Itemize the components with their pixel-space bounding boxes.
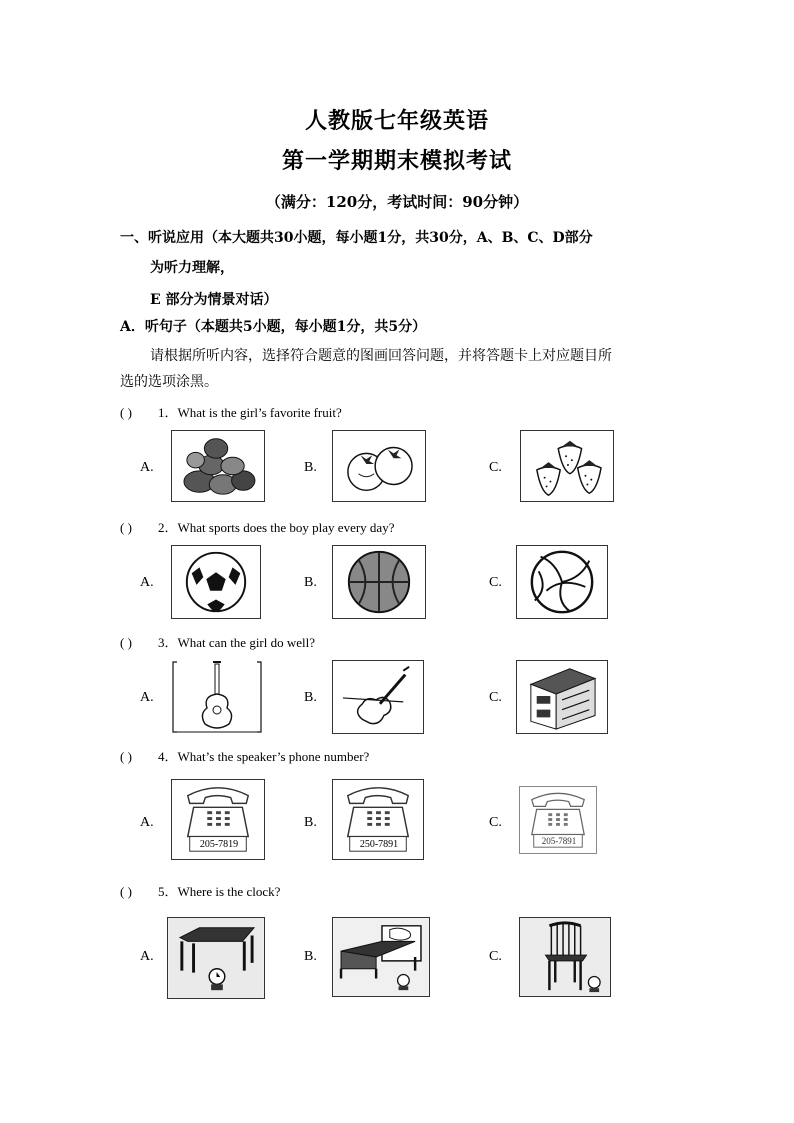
option-label: A. — [140, 815, 154, 830]
table-with-clock-image[interactable] — [167, 917, 265, 999]
answer-blank[interactable]: ( ) — [120, 405, 132, 420]
option-label: B. — [304, 690, 317, 705]
telephone-image[interactable] — [519, 786, 597, 854]
answer-blank[interactable]: ( ) — [120, 884, 132, 899]
option-label: A. — [140, 690, 154, 705]
exam-title-line1: 人教版七年级英语 — [304, 108, 489, 134]
option-label: C. — [489, 460, 502, 475]
chair-with-clock-image[interactable] — [519, 917, 611, 997]
answer-blank[interactable]: ( ) — [120, 635, 132, 650]
question-text: 5．Where is the clock? — [158, 884, 281, 899]
phone-number-label: 250-7891 — [359, 839, 399, 850]
question-text: 4．What’s the speaker’s phone number? — [158, 749, 370, 764]
option-label: A. — [140, 460, 154, 475]
tomatoes-image[interactable] — [332, 430, 426, 502]
answer-blank[interactable]: ( ) — [120, 520, 132, 535]
volleyball-image[interactable] — [516, 545, 608, 619]
option-label: C. — [489, 949, 502, 964]
section1-line1: 一、听说应用（本大题共30小题，每小题1分，共30分，A、B、C、D部分 — [120, 230, 593, 246]
bed-with-clock-image[interactable] — [332, 917, 430, 997]
section1-line2: 为听力理解， — [150, 260, 234, 276]
option-label: A. — [140, 949, 154, 964]
option-label: C. — [489, 815, 502, 830]
option-label: B. — [304, 575, 317, 590]
basketball-image[interactable] — [332, 545, 426, 619]
option-label: B. — [304, 460, 317, 475]
option-label: C. — [489, 690, 502, 705]
question-text: 2．What sports does the boy play every day? — [158, 520, 395, 535]
strawberries-image[interactable] — [520, 430, 614, 502]
option-label: B. — [304, 815, 317, 830]
potatoes-image[interactable] — [171, 430, 265, 502]
building-image[interactable] — [516, 660, 608, 734]
soccer-ball-image[interactable] — [171, 545, 261, 619]
telephone-image[interactable] — [171, 779, 265, 860]
phone-number-label: 205-7819 — [199, 839, 239, 850]
option-label: B. — [304, 949, 317, 964]
partA-heading: A．听句子（本题共5小题，每小题1分，共5分） — [120, 319, 427, 335]
question-text: 3．What can the girl do well? — [158, 635, 316, 650]
partA-instruction-line2: 选的选项涂黑。 — [120, 374, 218, 390]
option-label: A. — [140, 575, 154, 590]
partA-instruction-line1: 请根据所听内容，选择符合题意的图画回答问题，并将答题卡上对应题目所 — [150, 348, 612, 364]
violin-image[interactable] — [332, 660, 424, 734]
exam-title-line2: 第一学期期末模拟考试 — [281, 148, 512, 174]
question-text: 1．What is the girl’s favorite fruit? — [158, 405, 342, 420]
question-3 — [120, 632, 315, 651]
phone-number-label: 205-7891 — [541, 836, 577, 846]
section1-line3: E 部分为情景对话） — [150, 292, 278, 308]
guitar-image[interactable] — [171, 660, 263, 734]
question-5 — [120, 881, 280, 900]
option-label: C. — [489, 575, 502, 590]
question-1 — [120, 402, 342, 421]
answer-blank[interactable]: ( ) — [120, 749, 132, 764]
question-2 — [120, 517, 394, 536]
question-4 — [120, 746, 369, 765]
telephone-image[interactable] — [332, 779, 424, 860]
score-info: （满分：120分，考试时间：90分钟） — [265, 193, 529, 211]
